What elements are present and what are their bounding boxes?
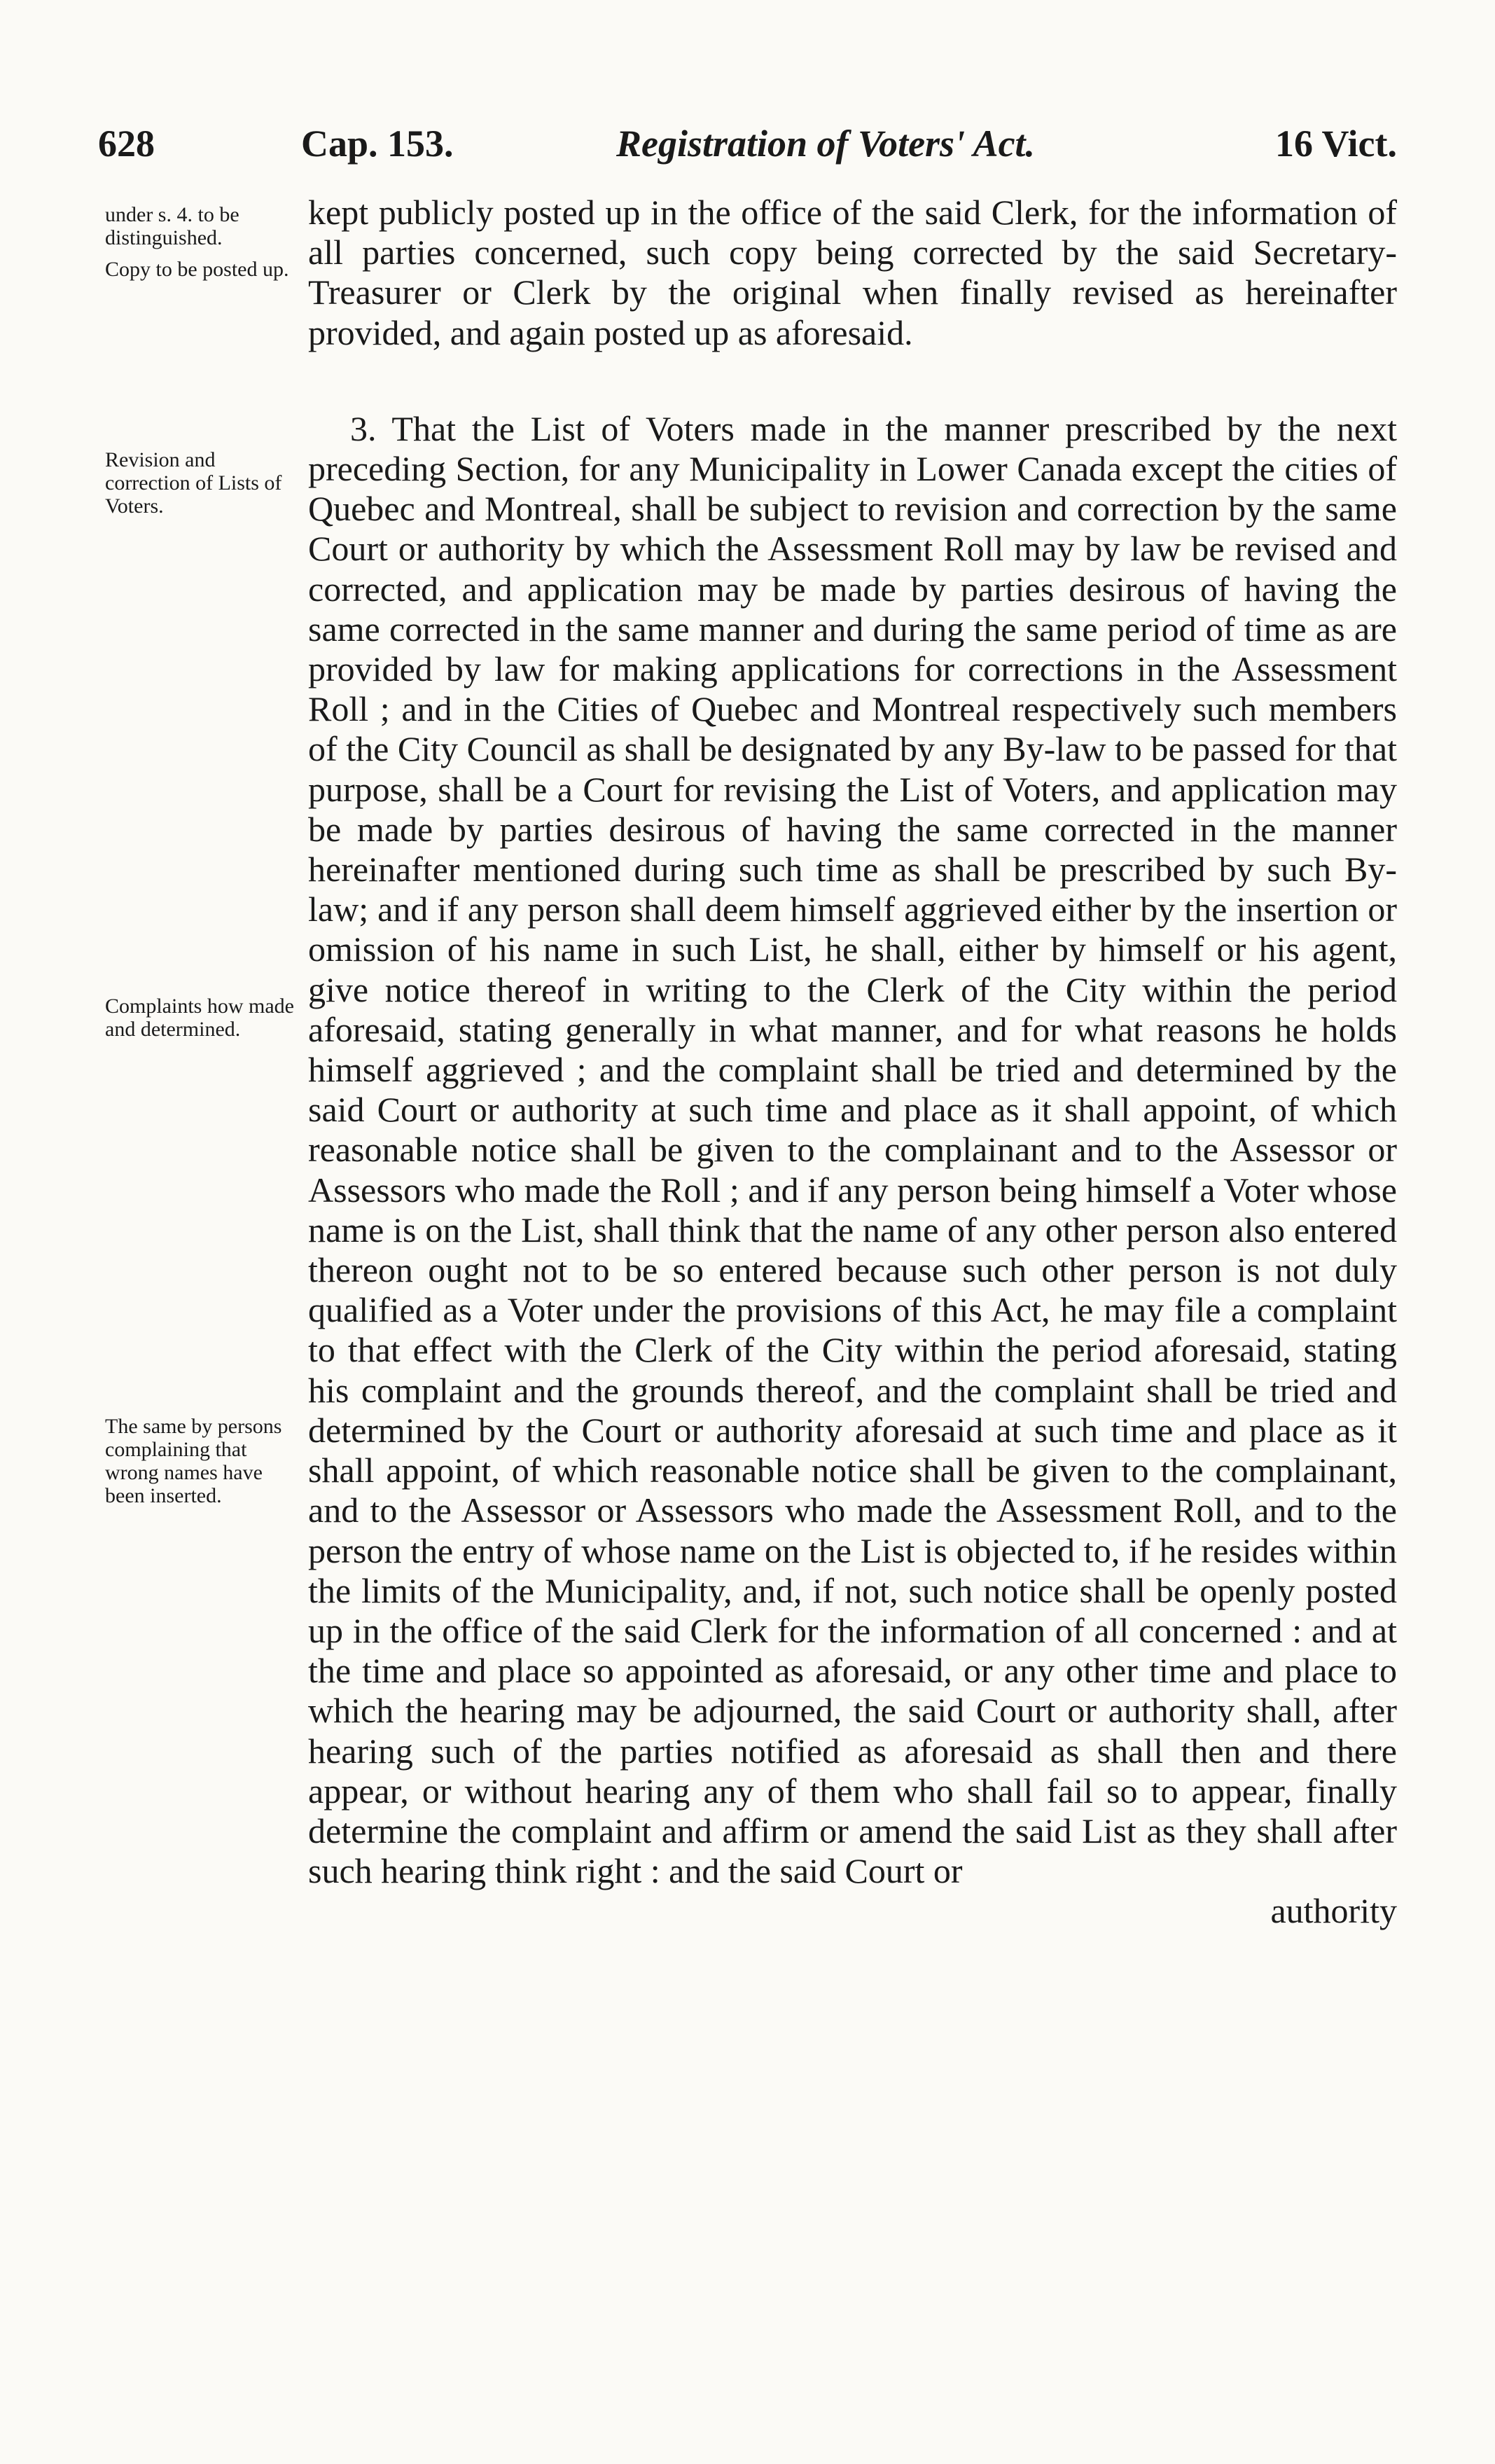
running-title: Registration of Voters' Act. [616, 123, 1036, 165]
margin-note-distinguished [105, 203, 294, 289]
margin-note-line: Complaints how made and determined. [105, 995, 294, 1041]
margin-note-line: Revision and correction of Lists of Voters. [105, 448, 282, 518]
margin-note-wrong-names [105, 1415, 294, 1516]
page-number: 628 [98, 123, 155, 165]
catchword: authority [1270, 1891, 1397, 1931]
paragraph-continuation: kept publicly posted up in the office of the said Clerk, for the information of all parties concerned, such copy being corrected by the said Secretary-Treasurer or Clerk by the original when finally revised as hereinafter provided, and again posted up as aforesaid. [308, 193, 1397, 352]
margin-note-line: Copy to be posted up. [105, 258, 289, 281]
regnal-year: 16 Vict. [1275, 123, 1397, 165]
section-3-paragraph: 3. That the List of Voters made in the manner prescribed by the next preceding Section, for any Municipality in Lower Canada except the cities of Quebec and Montreal, shall be subject to revision and correction by the same Court or authority by which the Assessment Roll may by law be revised and corrected, and application may be made by parties desirous of having the same corrected in the same manner and during the same period of time as are provided by law for making applications for corrections in the Assessment Roll ; and in the Cities of Quebec and Montreal respectively such members of the City Council as shall be designated by any By-law to be passed for that purpose, shall be a Court for revising the List of Voters, and application may be made by parties desirous of having the same corrected in the manner hereinafter mentioned during such time as shall be prescribed by such By-law; and if any person shall deem himself aggrieved either by the insertion or omission of his name in such List, he shall, either by himself or his agent, give notice thereof in writing to the Clerk of the City within the period aforesaid, stating generally in what manner, and for what reasons he holds himself aggrieved ; and the complaint shall be tried and determined by the said Court or authority at such time and place as it shall appoint, of which reasonable notice shall be given to the complainant and to the Assessor or Assessors who made the Roll ; and if any person being himself a Voter whose name is on the List, shall think that the name of any other person also entered thereon ought not to be so entered because such other person is not duly qualified as a Voter under the provisions of this Act, he may file a complaint to that effect with the Clerk of the City within the period aforesaid, stating his complaint and the grounds thereof, and the complaint shall be tried and determined by the Court or authority aforesaid at such time and place as it shall appoint, of which reasonable notice shall be given to the complainant, and to the Assessor or Assessors who made the Assessment Roll, and to the person the entry of whose name on the List is objected to, if he resides within the limits of the Municipality, and, if not, such notice shall be openly posted up in the office of the said Clerk for the information of all concerned : and at the time and place so appointed as aforesaid, or any other time and place to which the hearing may be adjourned, the said Court or authority shall, after hearing such of the parties notified as aforesaid as shall then and there appear, or without hearing any of them who shall fail so to appear, finally determine the complaint and affirm or amend the said List as they shall after such hearing think right : and the said Court or [308, 408, 1397, 1891]
margin-note-revision [105, 448, 294, 526]
body-text [308, 193, 1397, 1967]
margin-note-line: The same by persons complaining that wrong names have been inserted. [105, 1415, 282, 1507]
chapter-label: Cap. 153. [301, 123, 454, 165]
margin-note-complaints [105, 995, 294, 1049]
margin-note-line: under s. 4. to be distinguished. [105, 203, 239, 249]
running-header [98, 119, 1397, 175]
